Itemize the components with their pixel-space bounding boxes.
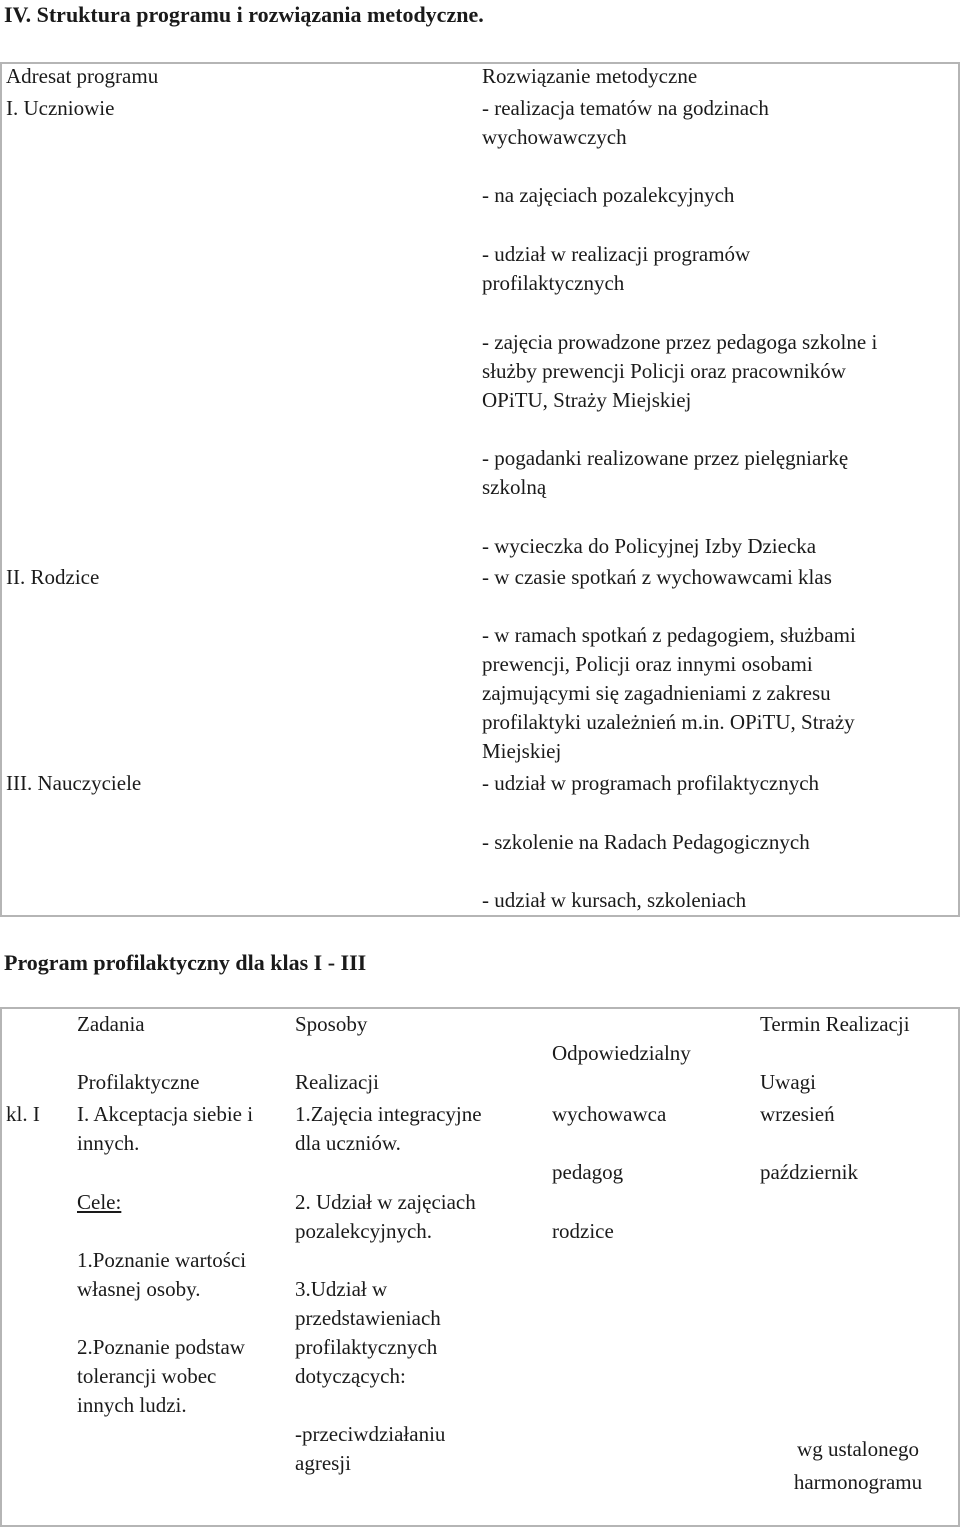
solution-line: - udział w programach profilaktycznych (482, 771, 820, 795)
solution-line: - udział w kursach, szkoleniach (482, 888, 747, 912)
header-tasks: Profilaktyczne (77, 1070, 200, 1094)
addressee-teachers: III. Nauczyciele (6, 771, 142, 795)
method-line: agresji (295, 1451, 351, 1475)
method-line: 2. Udział w zajęciach (295, 1190, 476, 1214)
header-tasks: Zadania (77, 1012, 145, 1036)
solution-line: - w czasie spotkań z wychowawcami klas (482, 565, 832, 589)
solution-line: OPiTU, Straży Miejskiej (482, 388, 692, 412)
goals-label: Cele: (77, 1190, 122, 1214)
schedule-note: harmonogramu (793, 1470, 923, 1494)
goal-line: innych ludzi. (77, 1393, 187, 1417)
method-line: dla uczniów. (295, 1131, 401, 1155)
table-border-top (0, 1007, 960, 1009)
solution-line: zajmującymi się zagadnieniami z zakresu (482, 681, 831, 705)
responsible-item: rodzice (552, 1219, 614, 1243)
goal-line: 2.Poznanie podstaw (77, 1335, 245, 1359)
header-methods: Sposoby (295, 1012, 368, 1036)
header-term: Termin Realizacji (760, 1012, 910, 1036)
solution-line: - realizacja tematów na godzinach (482, 96, 769, 120)
goal-line: 1.Poznanie wartości (77, 1248, 247, 1272)
method-line: dotyczących: (295, 1364, 406, 1388)
addressee-parents: II. Rodzice (6, 565, 100, 589)
solution-line: prewencji, Policji oraz innymi osobami (482, 652, 813, 676)
method-line: -przeciwdziałaniu (295, 1422, 446, 1446)
solution-line: - zajęcia prowadzone przez pedagoga szkolne i (482, 330, 878, 354)
column-header-addressee: Adresat programu (6, 64, 159, 88)
method-line: pozalekcyjnych. (295, 1219, 433, 1243)
solution-line: profilaktyki uzależnień m.in. OPiTU, Straży (482, 710, 855, 734)
solution-line: - na zajęciach pozalekcyjnych (482, 183, 735, 207)
solution-line: - wycieczka do Policyjnej Izby Dziecka (482, 534, 817, 558)
method-line: 1.Zajęcia integracyjne (295, 1102, 482, 1126)
solution-line: służby prewencji Policji oraz pracowników (482, 359, 846, 383)
column-header-solution: Rozwiązanie metodyczne (482, 64, 698, 88)
header-notes: Uwagi (760, 1070, 816, 1094)
term-item: październik (760, 1160, 858, 1184)
header-responsible: Odpowiedzialny (552, 1041, 691, 1065)
task-title: innych. (77, 1131, 140, 1155)
goal-line: własnej osoby. (77, 1277, 201, 1301)
solution-line: szkolną (482, 475, 547, 499)
term-item: wrzesień (760, 1102, 835, 1126)
program-title: Program profilaktyczny dla klas I - III (4, 950, 367, 975)
solution-line: profilaktycznych (482, 271, 625, 295)
table-border-left (0, 62, 2, 917)
responsible-item: pedagog (552, 1160, 624, 1184)
task-title: I. Akceptacja siebie i (77, 1102, 254, 1126)
table-border-bottom (0, 1525, 960, 1527)
solution-line: - pogadanki realizowane przez pielęgniarkę (482, 446, 849, 470)
method-line: 3.Udział w (295, 1277, 388, 1301)
responsible-item: wychowawca (552, 1102, 667, 1126)
table-border-left (0, 1007, 2, 1527)
section-title: IV. Struktura programu i rozwiązania metodyczne. (4, 2, 484, 27)
solution-line: - udział w realizacji programów (482, 242, 751, 266)
table-border-bottom (0, 915, 960, 917)
header-methods: Realizacji (295, 1070, 379, 1094)
goal-line: tolerancji wobec (77, 1364, 217, 1388)
solution-line: Miejskiej (482, 739, 562, 763)
schedule-note: wg ustalonego (797, 1437, 919, 1461)
addressee-students: I. Uczniowie (6, 96, 115, 120)
method-line: profilaktycznych (295, 1335, 438, 1359)
method-line: przedstawieniach (295, 1306, 441, 1330)
solution-line: - szkolenie na Radach Pedagogicznych (482, 830, 810, 854)
class-label: kl. I (6, 1102, 40, 1126)
solution-line: - w ramach spotkań z pedagogiem, służbami (482, 623, 856, 647)
solution-line: wychowawczych (482, 125, 627, 149)
